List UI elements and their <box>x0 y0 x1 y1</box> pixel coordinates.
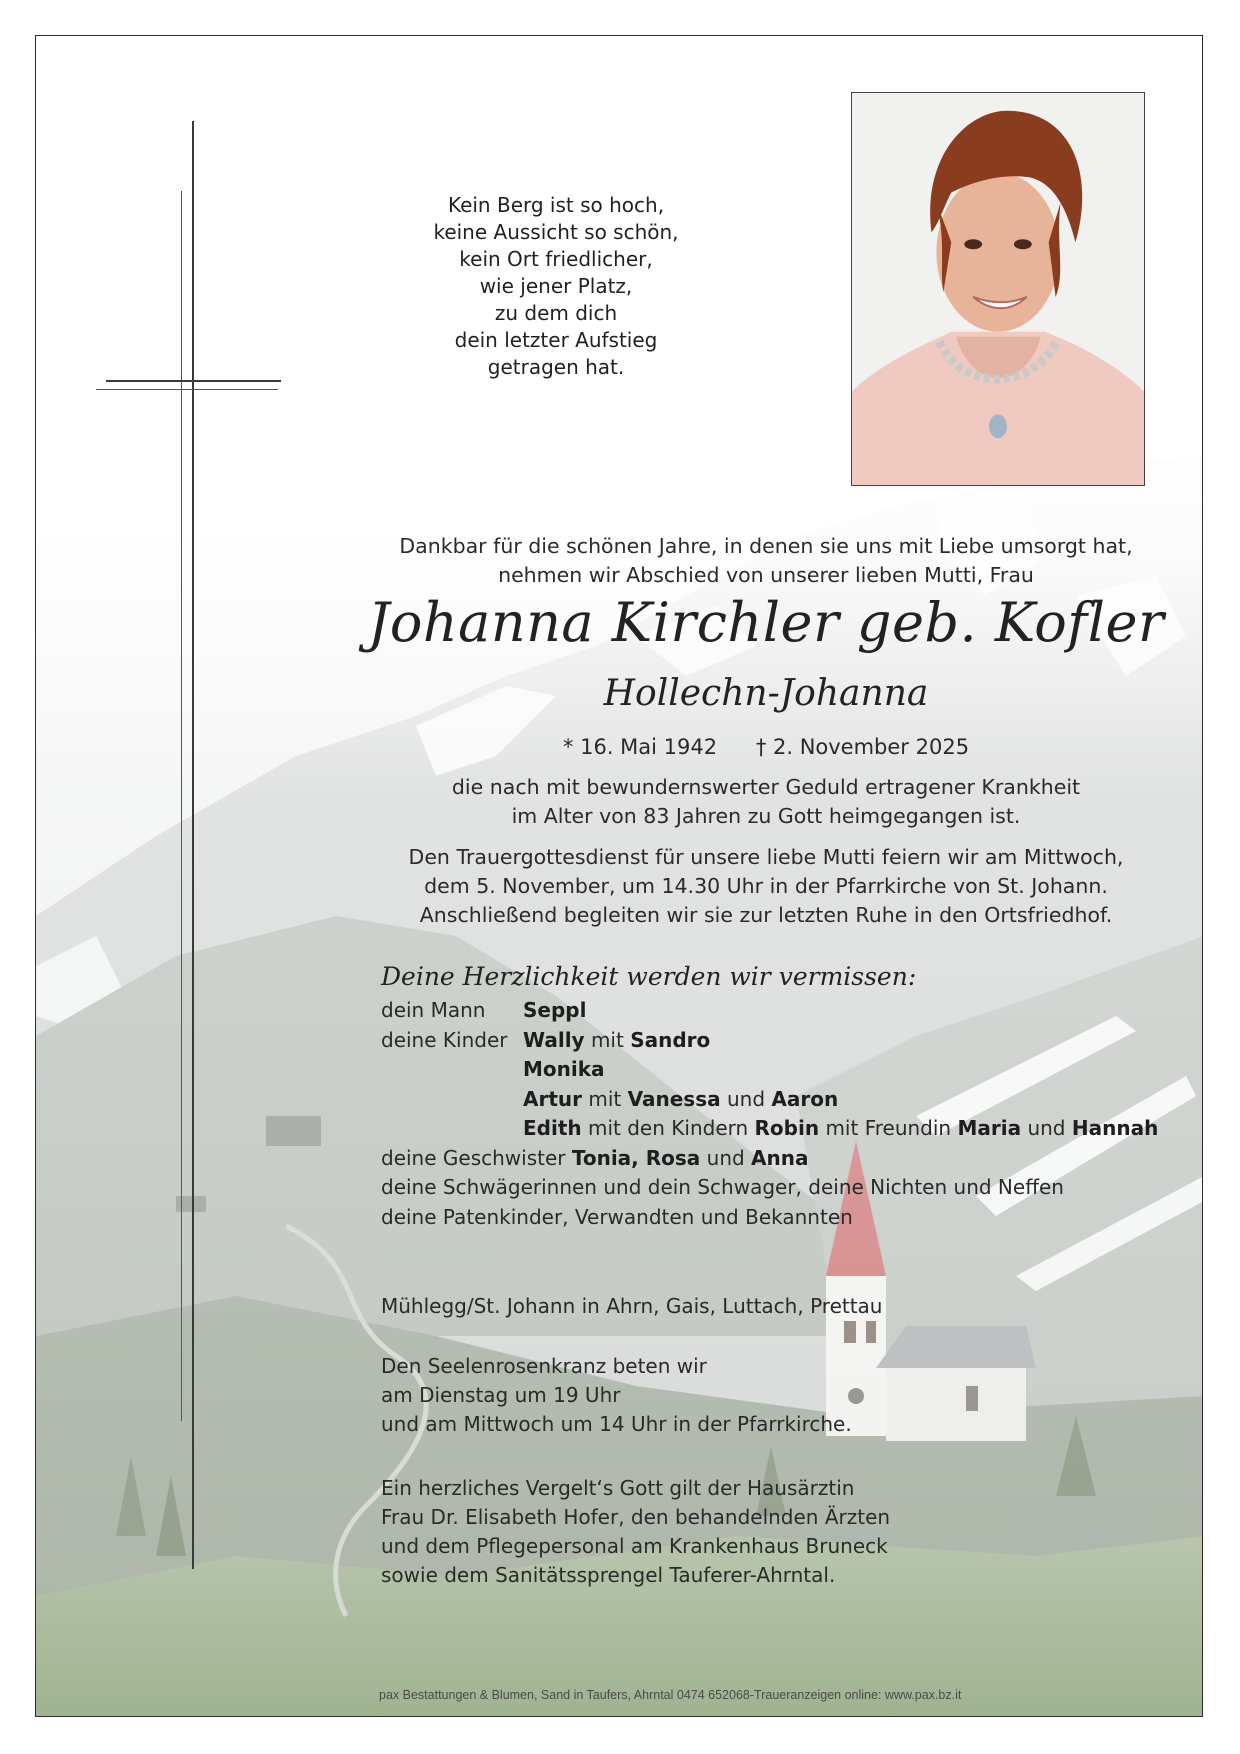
cross-vertical-thin-bar <box>181 191 182 1421</box>
thanks-line: Frau Dr. Elisabeth Hofer, den behandelnden Ärzten <box>381 1505 891 1529</box>
places-text: Mühlegg/St. Johann in Ahrn, Gais, Luttach, Prettau <box>381 1294 883 1318</box>
poem <box>376 192 736 381</box>
illness-text <box>346 773 1186 831</box>
thanks-line: Ein herzliches Vergelt‘s Gott gilt der Hausärztin <box>381 1476 855 1500</box>
illness-line: im Alter von 83 Jahren zu Gott heimgegangen ist. <box>511 804 1021 828</box>
intro-line: nehmen wir Abschied von unserer lieben Mutti, Frau <box>498 563 1034 587</box>
service-line: dem 5. November, um 14.30 Uhr in der Pfarrkirche von St. Johann. <box>424 874 1108 898</box>
death-date: † 2. November 2025 <box>755 735 970 759</box>
portrait-photo <box>851 92 1145 486</box>
rosary-line: und am Mittwoch um 14 Uhr in der Pfarrkirche. <box>381 1412 852 1436</box>
thanks-line: sowie dem Sanitätssprengel Tauferer-Ahrntal. <box>381 1563 836 1587</box>
service-line: Den Trauergottesdienst für unsere liebe Mutti feiern wir am Mittwoch, <box>408 845 1124 869</box>
intro-line: Dankbar für die schönen Jahre, in denen sie uns mit Liebe umsorgt hat, <box>399 534 1133 558</box>
poem-line: getragen hat. <box>487 355 625 379</box>
funeral-home-footer: pax Bestattungen & Blumen, Sand in Taufers, Ahrntal 0474 652068-Traueranzeigen online: www.pax.bz.it <box>379 1688 962 1702</box>
deceased-nickname: Hollechn-Johanna <box>603 673 929 714</box>
funeral-service-text <box>346 843 1186 930</box>
birth-date: * 16. Mai 1942 <box>562 735 718 759</box>
cross-horizontal-bar <box>106 380 281 382</box>
poem-line: keine Aussicht so schön, <box>433 220 679 244</box>
service-line: Anschließend begleiten wir sie zur letzten Ruhe in den Ortsfriedhof. <box>419 903 1113 927</box>
poem-line: kein Ort friedlicher, <box>459 247 653 271</box>
thanks-text <box>381 1474 890 1590</box>
cross-horizontal-thin-bar <box>96 389 278 390</box>
thanks-line: und dem Pflegepersonal am Krankenhaus Bruneck <box>381 1534 888 1558</box>
life-dates <box>346 733 1186 761</box>
mourners-heading: Deine Herzlichkeit werden wir vermissen: <box>381 962 917 991</box>
poem-line: zu dem dich <box>494 301 618 325</box>
poem-line: wie jener Platz, <box>479 274 633 298</box>
cross-vertical-bar <box>192 121 194 1569</box>
rosary-line: Den Seelenrosenkranz beten wir <box>381 1354 707 1378</box>
rosary-line: am Dienstag um 19 Uhr <box>381 1383 621 1407</box>
poem-line: dein letzter Aufstieg <box>454 328 658 352</box>
obituary-card: Kein Berg ist so hoch, keine Aussicht so schön, kein Ort friedlicher, wie jener Platz, zu dem dich dein letzter Aufstieg getragen hat. Dankbar für die schönen Jahre, in denen sie uns mit Liebe umsorgt hat, nehmen wir Abschied von unserer lieben Mutti, Frau Johanna Kirchler geb. Kofler Hollechn-Johanna * 16. Mai 1942 † 2. November 2025 die nach mit bewundernswerter Geduld ertragener Krankheit im Alter von 83 Jahren zu Gott heimgegangen ist. Den Trauergottesdienst für unsere liebe Mutti feiern wir am Mittwoch, dem 5. November, um 14.30 Uhr in der Pfarrkirche von St. Johann. Anschließend begleiten wir sie zur letzten Ruhe in den Ortsfriedhof. Deine Herzlichkeit werden wir vermissen: dein Mann Seppl deine Kinder Wally mit Sandro Monika Artur mit Vanessa und Aaron Edith mit den Kindern Robin mit Freundin Maria und Hannah deine Geschwister Tonia, Rosa und Anna deine Schwägerinnen und dein Schwager, deine Nichten und Neffen deine Patenkinder, Verwandten und Bekannten Mühlegg/St. Johann in Ahrn, Gais, Luttach, Prettau Den Seelenrosenkranz beten wir am Dienstag um 19 Uhr und am Mittwoch um 14 Uhr in der Pfarrkirche. Ein herzliches Vergelt‘s Gott gilt der Hausärztin Frau Dr. Elisabeth Hofer, den behandelnden Ärzten und dem Pflegepersonal am Krankenhaus Bruneck sowie dem Sanitätssprengel Tauferer-Ahrntal. pax Bestattungen & Blumen, Sand in Taufers, Ahrntal 0474 652068-Traueranzeigen online: www.pax.bz.it <box>35 35 1203 1717</box>
poem-line: Kein Berg ist so hoch, <box>447 193 665 217</box>
intro-text <box>346 532 1186 590</box>
deceased-name: Johanna Kirchler geb. Kofler <box>367 591 1165 654</box>
rosary-text <box>381 1352 852 1439</box>
illness-line: die nach mit bewundernswerter Geduld ertragener Krankheit <box>451 775 1081 799</box>
